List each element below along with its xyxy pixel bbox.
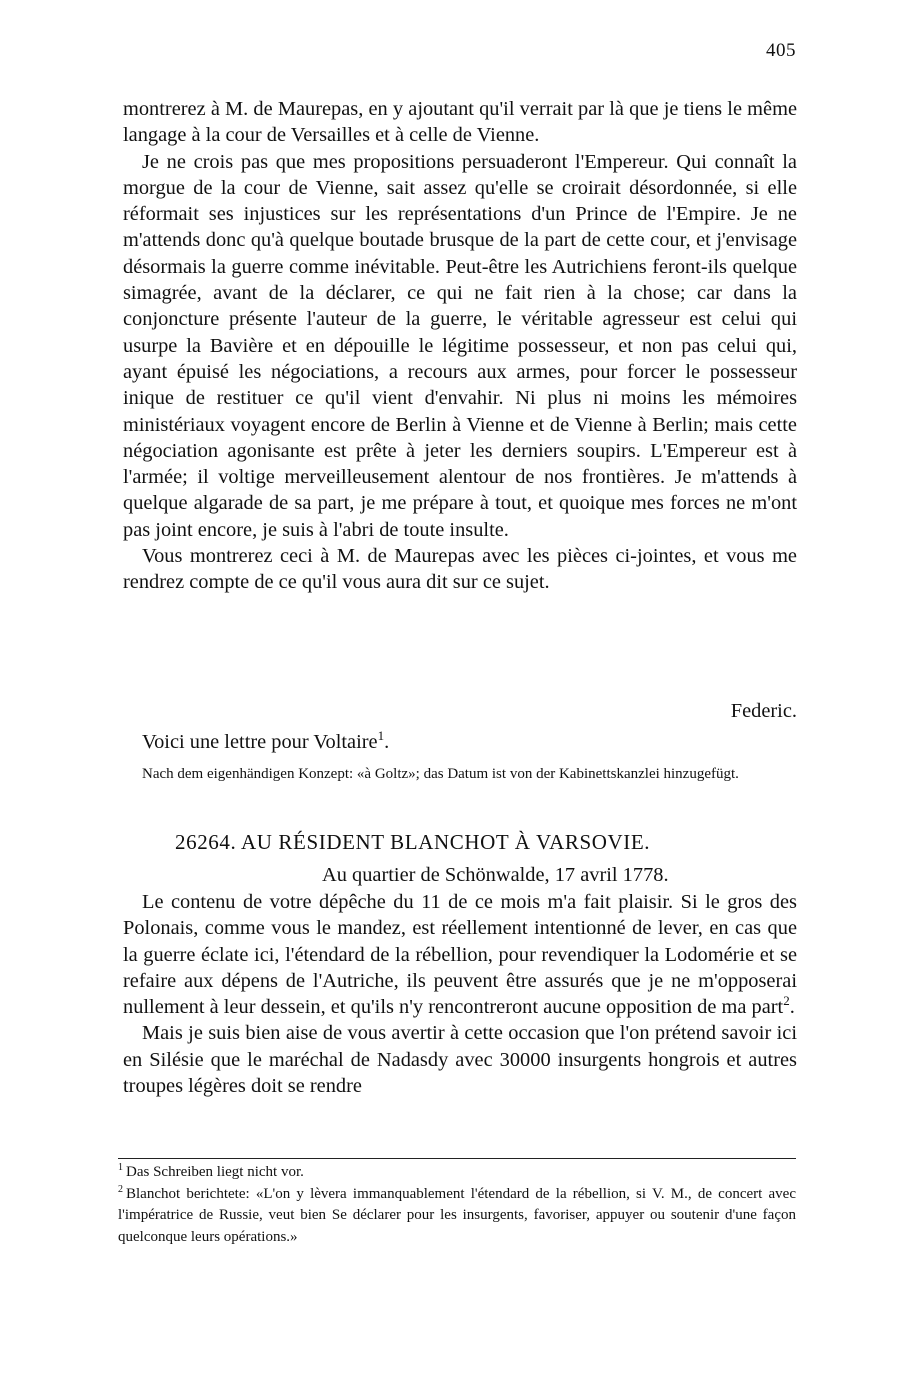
letter-heading: 26264. AU RÉSIDENT BLANCHOT À VARSOVIE. bbox=[175, 830, 651, 854]
paragraph: Je ne crois pas que mes propositions persuaderont l'Empereur. Qui connaît la morgue de la cour de Vienne, sait assez qu'elle se croirait désordonnée, si elle réformait ses injustices sur les représentations d'un Prince de l'Empire. Je ne m'attends donc qu'à quelque boutade brusque de la part de cette cour, et j'envisage désormais la guerre comme inévitable. Peut-être les Autrichiens feront-ils quelque simagrée, avant de la déclarer, ce qui ne fait rien à la chose; car dans la conjoncture présente l'auteur de la guerre, le véritable agresseur est celui qui usurpe la Bavière et en dépouille le légitime possesseur, et non pas celui qui, ayant épuisé les négociations, a recours aux armes, pour forcer le possesseur inique de restituer ce qu'il vient d'envahir. Ni plus ni moins les mémoires ministériaux voyagent encore de Berlin à Vienne et de Vienne à Berlin; mais cette négociation agonisante est prête à jeter les derniers soupirs. L'Empereur est à l'armée; il voltige merveilleusement alentour de nos frontières. Je m'attends à quelque algarade de sa part, je me prépare à tout, et quoique mes forces ne m'ont pas joint encore, je suis à l'abri de toute insulte. bbox=[123, 150, 797, 541]
footnote-reference: 2 bbox=[783, 993, 790, 1009]
postscript bbox=[142, 728, 390, 754]
signature: Federic. bbox=[730, 700, 797, 722]
footnote-text: Das Schreiben liegt nicht vor. bbox=[126, 1164, 304, 1180]
footnote-text: Blanchot berichtete: «L'on y lèvera immanquablement l'étendard de la rébellion, si V. M., de concert avec l'impératrice de Russie, veut bien Se déclarer pour les insurgents, favoriser, appuyer ou soutenir d'une façon quelconque leurs opérations.» bbox=[118, 1185, 796, 1245]
paragraph: montrerez à M. de Maurepas, en y ajoutant qu'il verrait par là que je tiens le même langage à la cour de Versailles et à celle de Vienne. bbox=[123, 98, 797, 147]
letter-body bbox=[123, 889, 797, 1099]
paragraph bbox=[123, 889, 797, 1020]
footnote-mark: 2 bbox=[118, 1183, 123, 1195]
postscript-text: Voici une lettre pour Voltaire bbox=[142, 731, 378, 753]
paragraph-text: Le contenu de votre dépêche du 11 de ce mois m'a fait plaisir. Si le gros des Polonais, comme vous le mandez, est réellement intentionné de lever, en cas que la guerre éclate ici, l'étendard de la rébellion, pour revendiquer la Lodomérie et se refaire aux dépens de l'Autriche, ils peuvent être assurés que je ne m'opposerai nullement à leur dessein, et qu'ils n'y rencontreront aucune opposition de ma part bbox=[123, 891, 797, 1019]
footnote-mark: 1 bbox=[118, 1162, 123, 1173]
page-number: 405 bbox=[766, 40, 796, 61]
paragraph: Vous montrerez ceci à M. de Maurepas avec les pièces ci-jointes, et vous me rendrez compte de ce qu'il vous aura dit sur ce sujet. bbox=[123, 545, 797, 594]
footnotes bbox=[118, 1162, 796, 1248]
paragraph: Mais je suis bien aise de vous avertir à cette occasion que l'on prétend savoir ici en Silésie que le maréchal de Nadasdy avec 30000 insurgents hongrois et autres troupes légères doit se rendre bbox=[123, 1022, 797, 1098]
letter-continuation bbox=[123, 96, 797, 596]
footnote bbox=[118, 1184, 796, 1249]
paragraph-end: . bbox=[789, 996, 795, 1019]
source-note: Nach dem eigenhändigen Konzept: «à Goltz»; das Datum ist von der Kabinettskanzlei hinzugefügt. bbox=[142, 766, 739, 782]
postscript-end: . bbox=[384, 731, 390, 753]
footnote-divider bbox=[118, 1158, 796, 1159]
footnote bbox=[118, 1162, 796, 1184]
letter-place-date: Au quartier de Schönwalde, 17 avril 1778. bbox=[322, 864, 669, 886]
footnote-reference: 1 bbox=[377, 728, 385, 744]
